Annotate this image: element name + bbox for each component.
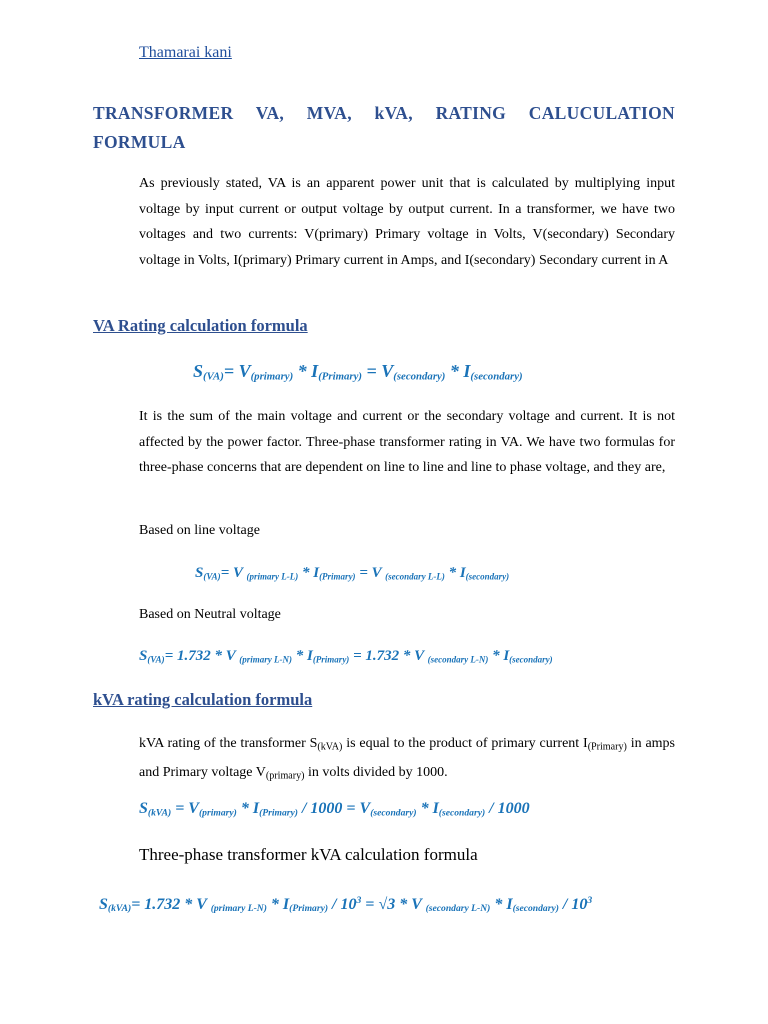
va-formula: $S_{(VA)}= V_{(primary)} * I_{(Primary)} = V_{(secondary)} * I_{(secondary)}$ — [193, 361, 523, 383]
line-voltage-label: Based on line voltage — [139, 523, 260, 538]
intro-paragraph: As previously stated, VA is an apparent power unit that is calculated by multiplying input voltage by input current or output voltage by output current. In a transformer, we have two voltages and two currents: V(primary) Primary voltage in Volts, V(secondary) Secondary voltage in Volts, I(primary) Primary current in Amps, and I(secondary) Secondary current in A — [139, 176, 675, 268]
three-phase-label: Three-phase transformer kVA calculation formula — [139, 845, 478, 864]
document-title: TRANSFORMER VA, MVA, kVA, RATING CALUCULATION FORMULA — [93, 103, 675, 152]
kva-explanation-paragraph: kVA rating of the transformer S(kVA) is equal to the product of primary current I(Primary) in amps and Primary voltage V(primary) in volts divided by 1000. — [139, 736, 676, 782]
neutral-voltage-label: Based on Neutral voltage — [139, 607, 281, 622]
kva-rating-heading: kVA rating calculation formula — [93, 690, 313, 709]
line-voltage-formula: $S_{(VA)}= V$ $_{(primary L-L)} * I_{(Primary)} = V$ $_{(secondary L-L)} * I_{(secondary)}$ — [195, 565, 510, 582]
kva-formula: $S_{(kVA)} = V_{(primary)} * I_{(Primary)} / 1000 = V_{(secondary)} * I_{(secondary)} / 1000$ — [139, 800, 530, 819]
three-phase-kva-formula: $S_{(kVA)}= 1.732 * V$ $_{(primary L-N)} * I_{(Primary)} / 10^3 = √3 * V$ $_{(secondary L-N)} * I_{(secondary)} / 10^3$ — [99, 895, 593, 915]
neutral-voltage-formula: $S_{(VA)}= 1.732 * V$ $_{(primary L-N)} * I_{(Primary)} = 1.732 * V$ $_{(secondary L-N)} * I_{(secondary)}$ — [139, 648, 553, 665]
va-rating-heading: VA Rating calculation formula — [93, 316, 308, 335]
va-explanation-paragraph: It is the sum of the main voltage and current or the secondary voltage and current. It is not affected by the power factor. Three-phase transformer rating in VA. We have two formulas for three-phase concerns that are dependent on line to line and line to phase voltage, and they are, — [139, 409, 675, 475]
author-link[interactable]: Thamarai kani — [139, 44, 232, 61]
